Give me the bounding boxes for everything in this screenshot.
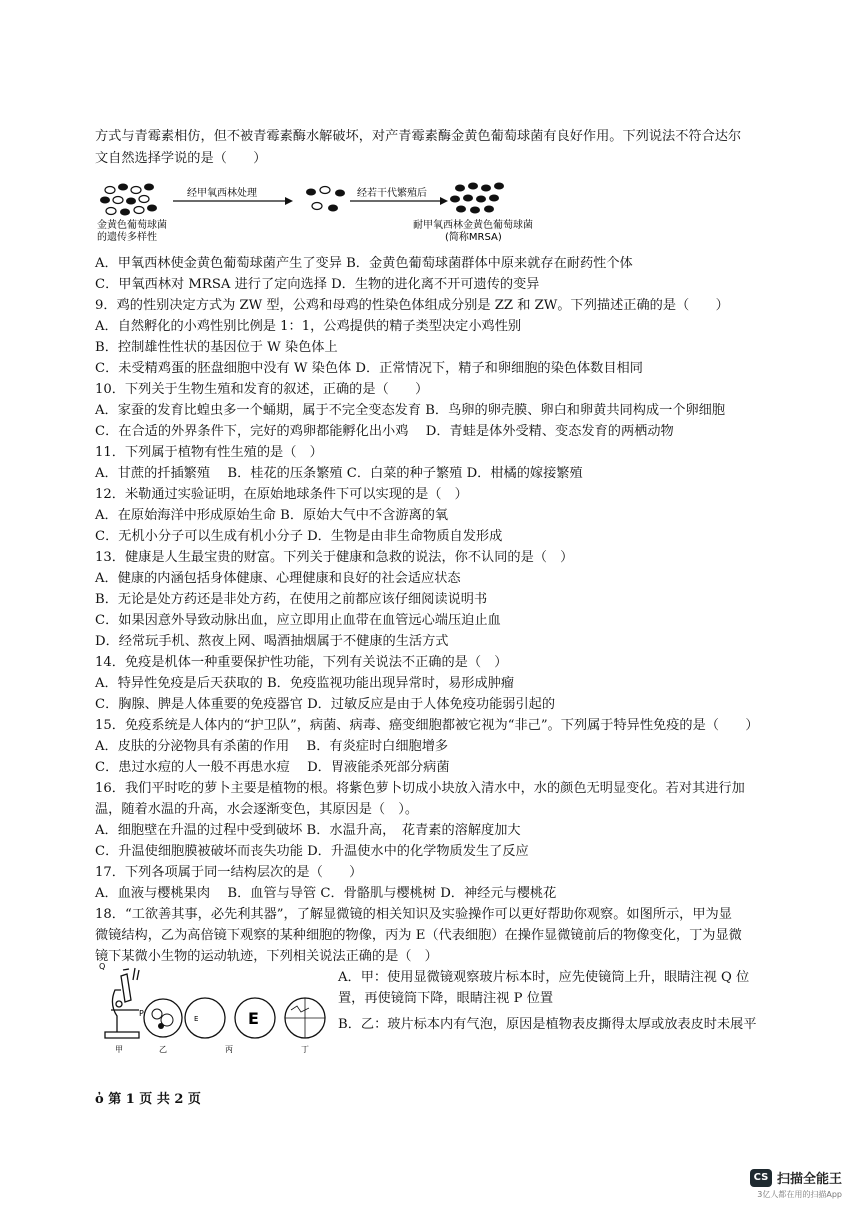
letter-p: P [139,1009,144,1018]
footer-mark: ὀ [95,1092,104,1107]
text-line: A．在原始海洋中形成原始生命 B．原始大气中不含游离的氧 [95,508,449,523]
text-line: 18．“工欲善其事，必先利其器”，了解显微镜的相关知识及实验操作可以更好帮助你观察。如图所示，甲为显 [95,907,732,922]
text-line: 镜下某微小生物的运动轨迹，下列相关说法正确的是（ ） [95,949,438,964]
text-line: 17．下列各项属于同一结构层次的是（ ） [95,865,363,880]
text-line: C．升温使细胞膜被破坏而丧失功能 D．升温使水中的化学物质发生了反应 [95,844,529,859]
text-line: C．未受精鸡蛋的胚盘细胞中没有 W 染色体 D．正常情况下，精子和卵细胞的染色体数目相同 [95,361,643,376]
microscope-icon [105,968,139,1038]
text-line: A．自然孵化的小鸡性别比例是 1：1，公鸡提供的精子类型决定小鸡性别 [95,319,522,334]
text-line: A．健康的内涵包括身体健康、心理健康和良好的社会适应状态 [95,571,461,586]
text-line: 15．免疫系统是人体内的“护卫队”，病菌、病毒、癌变细胞都被它视为“非己”。下列属于特异性免疫的是（ ） [95,718,759,733]
bacteria-group-selected [306,187,345,212]
mrsa-selection-figure [95,178,535,248]
label-jia: 甲 [115,1045,123,1054]
text-line: 9．鸡的性别决定方式为 ZW 型，公鸡和母鸡的性染色体组成分别是 ZZ 和 ZW。下列描述正确的是（ ） [95,298,729,313]
text-line: 10．下列关于生物生殖和发育的叙述，正确的是（ ） [95,382,429,397]
text-line: 文自然选择学说的是（ ） [95,151,267,166]
arrow-head-icon [285,197,293,205]
text-line: C．无机小分子可以生成有机小分子 D．生物是由非生命物质自发形成 [95,529,503,544]
scanner-name: 扫描全能王 [776,1172,842,1187]
view-yi [144,999,182,1037]
view-ding [285,998,325,1038]
letter-q: Q [99,962,106,971]
label-genetic-diversity-1: 金黄色葡萄球菌 [97,220,167,231]
page-number: 第 1 页 共 2 页 [108,1092,201,1107]
arrow-label-treatment: 经甲氧西林处理 [187,188,257,199]
text-line: 14．免疫是机体一种重要保护性功能，下列有关说法不正确的是（ ） [95,655,508,670]
text-line: A．细胞壁在升温的过程中受到破坏 B．水温升高， 花青素的溶解度加大 [95,823,521,838]
text-line: C．甲氧西林对 MRSA 进行了定向选择 D．生物的进化离不开可遗传的变异 [95,277,540,292]
text-line: 微镜结构，乙为高倍镜下观察的某种细胞的物像，丙为 E（代表细胞）在操作显微镜前后的物像变化，丁为显微 [95,928,742,943]
text-line: B．无论是处方药还是非处方药，在使用之前都应该仔细阅读说明书 [95,592,488,607]
text-line: C．胸腺、脾是人体重要的免疫器官 D．过敏反应是由于人体免疫功能弱引起的 [95,697,556,712]
text-line: A．皮肤的分泌物具有杀菌的作用 B．有炎症时白细胞增多 [95,739,449,754]
scanner-tagline: 3亿人都在用的扫描App [757,1190,842,1199]
text-line: 13．健康是人生最宝贵的财富。下列关于健康和急救的说法，你不认同的是（ ） [95,550,574,565]
microscope-figure [95,960,330,1056]
label-ding: 丁 [301,1045,309,1054]
arrow-head-icon [440,197,448,205]
text-line: 方式与青霉素相仿，但不被青霉素酶水解破坏，对产青霉素酶金黄色葡萄球菌有良好作用。下列说法不符合达尔 [95,129,742,144]
view-bing [185,998,275,1038]
text-line: A．家蚕的发育比蝗虫多一个蛹期，属于不完全变态发育 B．鸟卵的卵壳膜、卵白和卵黄共同构成一个卵细胞 [95,403,726,418]
label-bing: 丙 [225,1045,233,1054]
label-mrsa-2: (简称MRSA) [445,232,502,243]
text-line: 16．我们平时吃的萝卜主要是植物的根。将紫色萝卜切成小块放入清水中，水的颜色无明显变化。若对其进行加 [95,781,745,796]
bacteria-group-mrsa [450,183,504,214]
letter-e-big: E [248,1009,259,1028]
text-line: 11．下列属于植物有性生殖的是（ ） [95,445,323,460]
label-yi: 乙 [159,1045,167,1054]
scanner-logo-icon: CS [750,1169,772,1187]
page-footer [95,1088,201,1107]
q18-option-line: B．乙：玻片标本内有气泡，原因是植物表皮撕得太厚或放表皮时未展平 [338,1017,757,1032]
q18-option-line: 置，再使镜筒下降，眼睛注视 P 位置 [338,991,554,1006]
text-line: C．患过水痘的人一般不再患水痘 D．胃液能杀死部分病菌 [95,760,450,775]
text-line: A．甘蔗的扦插繁殖 B．桂花的压条繁殖 C．白菜的种子繁殖 D．柑橘的嫁接繁殖 [95,466,583,481]
label-genetic-diversity-2: 的遗传多样性 [97,232,157,243]
text-line: D．经常玩手机、熬夜上网、喝酒抽烟属于不健康的生活方式 [95,634,449,649]
arrow-label-reproduction: 经若干代繁殖后 [357,188,427,199]
text-line: A．特异性免疫是后天获取的 B．免疫监视功能出现异常时，易形成肿瘤 [95,676,515,691]
text-line: 12．米勒通过实验证明，在原始地球条件下可以实现的是（ ） [95,487,468,502]
text-line: A．血液与樱桃果肉 B．血管与导管 C．骨骼肌与樱桃树 D．神经元与樱桃花 [95,886,557,901]
q18-option-line: A．甲：使用显微镜观察玻片标本时，应先使镜筒上升，眼睛注视 Q 位 [338,970,750,985]
text-line: B．控制雄性性状的基因位于 W 染色体上 [95,340,338,355]
label-mrsa-1: 耐甲氧西林金黄色葡萄球菌 [413,220,533,231]
text-line: A．甲氧西林使金黄色葡萄球菌产生了变异 B．金黄色葡萄球菌群体中原来就存在耐药性个体 [95,256,633,271]
text-line: C．在合适的外界条件下，完好的鸡卵都能孵化出小鸡 D．青蛙是体外受精、变态发育的两栖动物 [95,424,674,439]
text-line: 温，随着水温的升高，水会逐渐变色，其原因是（ ）。 [95,802,419,817]
letter-e-small: E [194,1015,199,1023]
text-line: C．如果因意外导致动脉出血，应立即用止血带在血管远心端压迫止血 [95,613,501,628]
scanner-watermark [750,1168,842,1200]
bacteria-group-initial [100,184,157,216]
